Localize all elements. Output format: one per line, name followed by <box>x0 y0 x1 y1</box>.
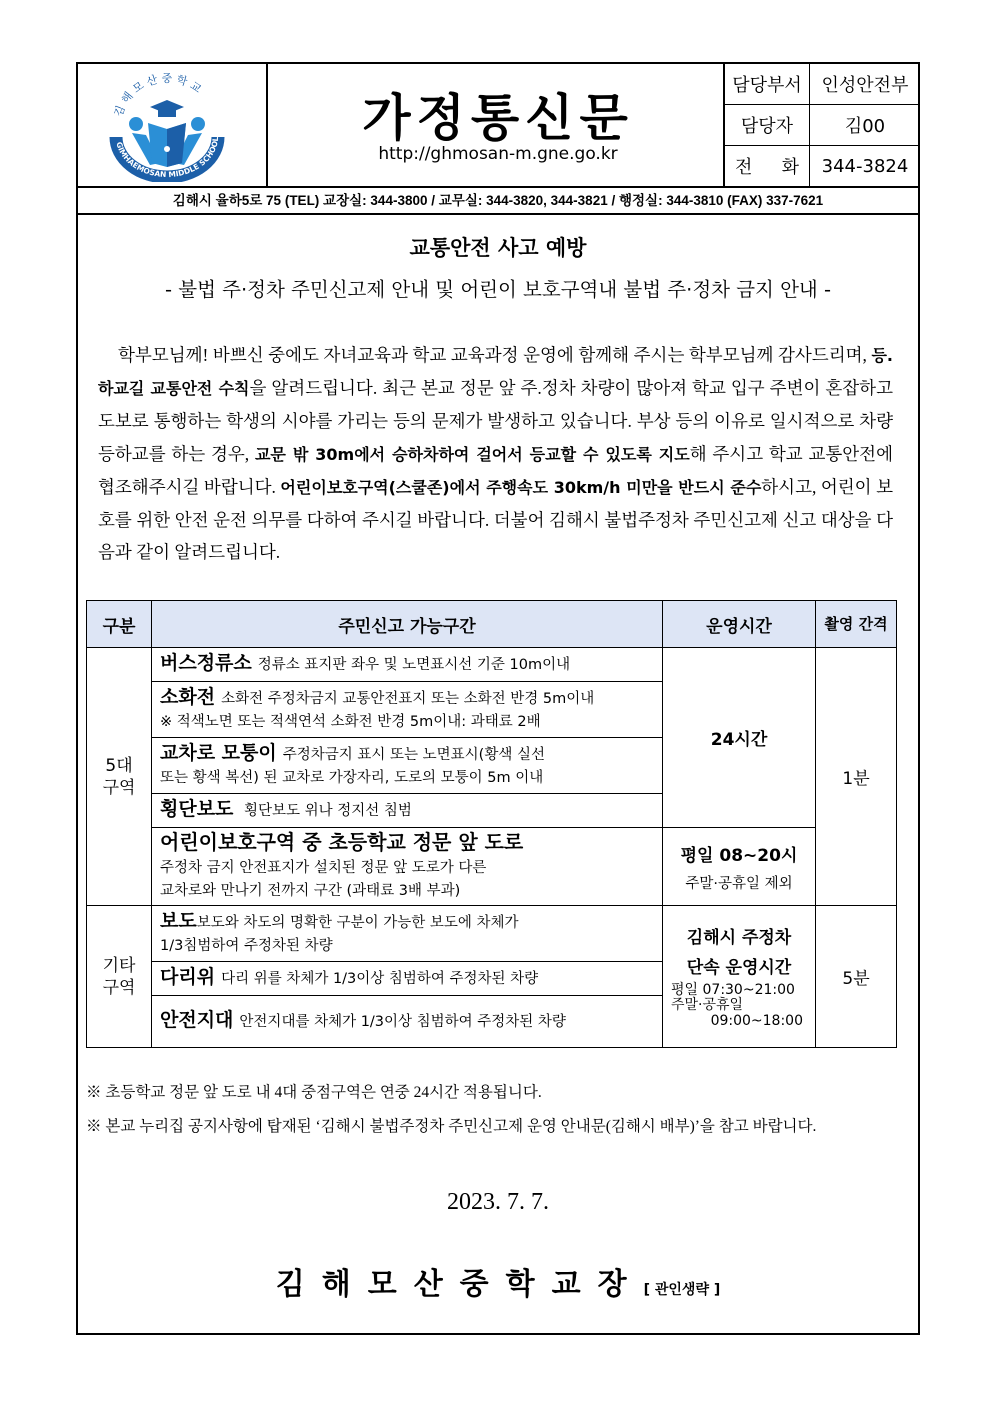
zone-desc: 보도와 차도의 명확한 구분이 가능한 보도에 차체가 <box>196 914 519 931</box>
table-header-row <box>87 601 897 648</box>
info-row-person <box>725 105 920 146</box>
school-logo-icon <box>102 67 232 182</box>
zone-name: 소화전 <box>160 685 216 708</box>
zone-school-front-road <box>152 828 663 906</box>
svg-text:김 해 모 산 중 학 교: 김 해 모 산 중 학 교 <box>111 71 204 119</box>
category-line: 구역 <box>102 977 136 998</box>
zone-name: 안전지대 <box>160 1009 234 1031</box>
info-label <box>725 146 810 187</box>
category-cell-other <box>87 906 152 1048</box>
para-text: 하시고, 어린이 보호를 위한 안전 운전 의무를 다하여 주시길 바랍니다. 더불어 김해시 불법주정차 주민신고제 신고 대상을 다음과 같이 알려드립니다. <box>98 476 893 563</box>
info-row-department <box>725 64 920 105</box>
info-label: 담당부서 <box>725 64 810 105</box>
hours-title-line: 단속 운영시간 <box>686 958 792 978</box>
title-area <box>268 64 728 186</box>
interval-5min: 5분 <box>816 906 897 1048</box>
issue-date: 2023. 7. 7. <box>447 1189 549 1215</box>
zone-safety-island <box>152 996 663 1048</box>
category-line: 기타 <box>102 955 136 976</box>
zone-name: 교차로 모퉁이 <box>160 741 277 764</box>
col-header-category: 구분 <box>87 601 152 648</box>
footnotes <box>86 1076 816 1144</box>
hours-title-line: 김해시 주정차 <box>686 928 792 948</box>
notice-subheading: - 불법 주·정차 주민신고제 안내 및 어린이 보호구역내 불법 주·정차 금지 안내 - <box>165 278 831 301</box>
zone-desc: 소화전 주정차금지 교통안전표지 또는 소화전 반경 5m이내 <box>221 690 595 707</box>
zone-desc: 안전지대를 차체가 1/3이상 침범하여 주정차된 차량 <box>239 1014 566 1030</box>
document-frame <box>76 62 920 1335</box>
seal-omitted-note: [ 관인생략 ] <box>643 1282 721 1298</box>
hours-weekday: 평일 08~20시 <box>680 845 798 866</box>
contact-info-table <box>723 64 920 186</box>
col-header-interval: 촬영 간격 <box>816 601 897 648</box>
zone-crosswalk <box>152 794 663 828</box>
zone-desc-note: ※ 적색노면 또는 적색연석 소화전 반경 5m이내: 과태료 2배 <box>160 713 541 730</box>
category-line: 구역 <box>102 777 136 798</box>
info-value: 344-3824 <box>810 146 921 187</box>
letterhead <box>78 64 918 188</box>
zone-name: 다리위 <box>160 966 216 988</box>
zone-desc: 교차로와 만나기 전까지 구간 (과태료 3배 부과) <box>160 882 461 899</box>
svg-text:GIMHAEMOSAN MIDDLE SCHOOL: GIMHAEMOSAN MIDDLE SCHOOL <box>114 136 221 180</box>
para-emphasis: 어린이보호구역(스쿨존)에서 주행속도 30km/h 미만을 반드시 준수 <box>280 477 762 497</box>
zone-bus-stop <box>152 648 663 682</box>
zone-sidewalk <box>152 906 663 962</box>
zone-name: 어린이보호구역 중 초등학교 정문 앞 도로 <box>160 829 524 854</box>
hours-gimhae-enforcement <box>663 906 816 1048</box>
footnote: ※ 초등학교 정문 앞 도로 내 4대 중점구역은 연중 24시간 적용됩니다. <box>86 1084 542 1101</box>
para-emphasis: 등.하교길 교통안전 수칙 <box>98 346 893 399</box>
info-label: 담당자 <box>725 105 810 146</box>
zone-desc: 또는 황색 복선) 된 교차로 가장자리, 도로의 모퉁이 5m 이내 <box>160 769 544 786</box>
category-line: 5대 <box>105 755 133 776</box>
para-emphasis: 교문 밖 30m에서 승하차하여 걸어서 등교할 수 있도록 지도 <box>254 444 690 464</box>
school-logo-cell <box>78 64 268 186</box>
zone-name: 횡단보도 <box>160 798 234 820</box>
zone-desc: 횡단보도 위나 정지선 침범 <box>244 803 412 819</box>
hours-exception: 주말·공휴일 제외 <box>685 875 793 892</box>
para-text: 학부모님께! 바쁘신 중에도 자녀교육과 학교 교육과정 운영에 함께해 주시는 학부모님께 감사드리며, <box>118 345 872 365</box>
notice-heading: 교통안전 사고 예방 <box>409 236 587 260</box>
footnote: ※ 본교 누리집 공지사항에 탑재된 ‘김해시 불법주정차 주민신고제 운영 안내문(김해시 배부)’을 참고 바랍니다. <box>86 1118 817 1135</box>
zone-desc: 다리 위를 차체가 1/3이상 침범하여 주정차된 차량 <box>221 971 539 987</box>
table-row <box>87 648 897 682</box>
school-address: 김해시 율하5로 75 (TEL) 교장실: 344-3800 / 교무실: 344-3820, 344-3821 / 행정실: 344-3810 (FAX) 337-7621 <box>78 188 918 215</box>
hours-weekend-label: 주말·공휴일 <box>671 997 744 1013</box>
zone-fire-hydrant <box>152 682 663 738</box>
category-cell-5zones <box>87 648 152 906</box>
info-row-phone <box>725 146 920 187</box>
table-row <box>87 828 897 906</box>
hours-weekday: 평일 07:30~21:00 <box>671 982 795 998</box>
interval-1min: 1분 <box>816 648 897 906</box>
info-value: 인성안전부 <box>810 64 921 105</box>
para-text: 을 알려드립니다. 최근 본교 정문 앞 주.정차 차량이 많아져 학교 입구 주변이 혼잡하고 도보로 통행하는 학생의 시야를 가리는 등의 문제가 발생하고 있습니다. 부상 등의 이유로 일시적으로 차량 등하교를 하는 경우, <box>98 378 893 464</box>
zone-name: 보도 <box>160 909 197 932</box>
phone-label-left: 전 <box>735 157 753 178</box>
zone-desc: 주정차금지 표시 또는 노면표시(황색 실선 <box>282 746 545 763</box>
table-row <box>87 906 897 962</box>
col-header-zone: 주민신고 가능구간 <box>152 601 663 648</box>
col-header-hours: 운영시간 <box>663 601 816 648</box>
zone-intersection-corner <box>152 738 663 794</box>
hours-school-zone <box>663 828 816 906</box>
school-url[interactable]: http://ghmosan-m.gne.go.kr <box>378 144 618 164</box>
zone-bridge <box>152 962 663 996</box>
signature-text: 김해모산중학교장 <box>275 1267 644 1302</box>
reporting-zones-table <box>86 600 897 1048</box>
document-title: 가정통신문 <box>362 89 634 147</box>
body-paragraph <box>98 339 893 568</box>
zone-desc: 정류소 표지판 좌우 및 노면표시선 기준 10m이내 <box>257 657 571 673</box>
para-text: 해 주시고 학교 교통안전에 협조해주시길 바랍니다. <box>98 443 893 497</box>
zone-desc: 주정차 금지 안전표지가 설치된 정문 앞 도로가 다른 <box>160 859 487 876</box>
principal-signature <box>78 1259 918 1303</box>
zone-name: 버스정류소 <box>160 652 252 674</box>
info-value: 김00 <box>810 105 921 146</box>
zone-desc: 1/3침범하여 주정차된 차량 <box>160 937 333 954</box>
hours-24h: 24시간 <box>663 648 816 828</box>
hours-weekend: 09:00~18:00 <box>710 1013 803 1029</box>
phone-label-right: 화 <box>781 157 799 178</box>
